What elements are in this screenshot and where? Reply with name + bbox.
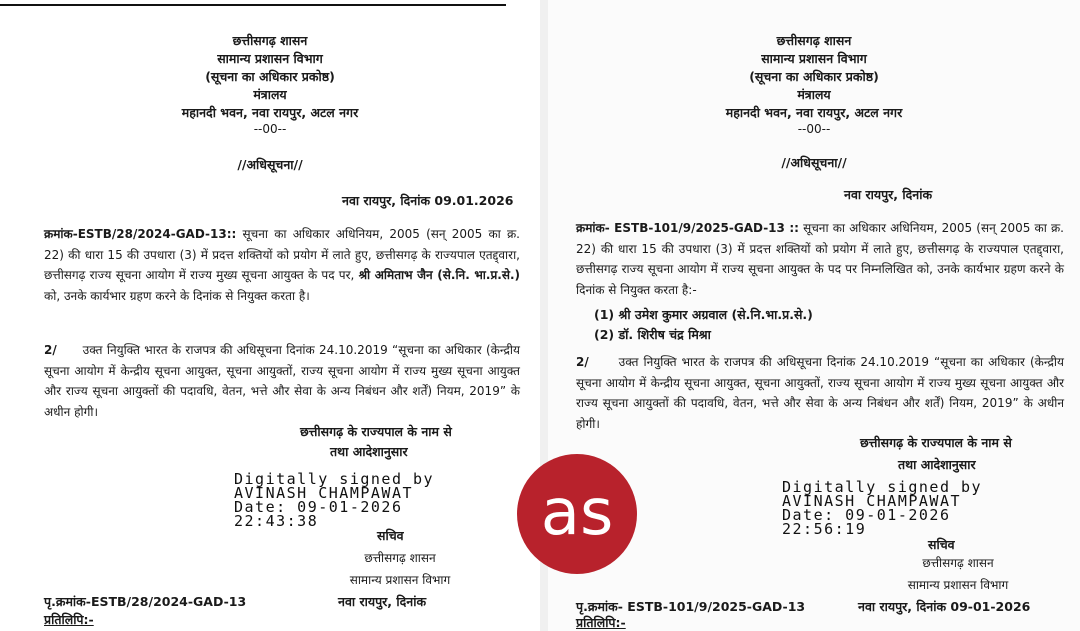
- place-date: नवा रायपुर, दिनांक 09.01.2026: [342, 193, 514, 208]
- para-2-number: 2/: [44, 343, 57, 357]
- place-date: नवा रायपुर, दिनांक: [844, 187, 933, 202]
- appointee-2: (2) डॉ. शिरीष चंद्र मिश्रा: [594, 327, 711, 342]
- dept-line1: छत्तीसगढ़ शासन: [364, 551, 436, 565]
- header-dept: सामान्य प्रशासन विभाग: [217, 51, 323, 66]
- para-1-text: सूचना का अधिकार अधिनियम, 2005 (सन् 2005 का क्र. 22) की धारा 15 की उपधारा (3) में प्रदत्त शक्तियों को प्रयोग में लाते हुए, छत्तीसगढ़ के राज्यपाल एतद्द्वारा, छत्तीसगढ़ राज्य सूचना आयोग में राज्य मुख्य सूचना आयुक्त के पद पर,: [44, 227, 520, 282]
- endorsement-number: पृ.क्रमांक- ESTB-101/9/2025-GAD-13: [576, 599, 806, 614]
- header-ministry: मंत्रालय: [797, 87, 831, 102]
- para-1: [576, 218, 1064, 300]
- order-number: क्रमांक-ESTB/28/2024-GAD-13::: [44, 227, 237, 241]
- by-order-line2: तथा आदेशानुसार: [898, 457, 976, 472]
- header-cell: (सूचना का अधिकार प्रकोष्ठ): [749, 69, 879, 84]
- appointee-name: श्री अमिताभ जैन (से.नि. भा.प्र.से.): [358, 268, 521, 282]
- header-govt: छत्तीसगढ़ शासन: [232, 33, 308, 48]
- copy-to: प्रतिलिपि:-: [576, 615, 626, 630]
- dept-line2: सामान्य प्रशासन विभाग: [349, 573, 451, 587]
- as-logo: [517, 454, 637, 574]
- endorsement-number: पृ.क्रमांक-ESTB/28/2024-GAD-13: [44, 594, 247, 609]
- order-number: क्रमांक- ESTB-101/9/2025-GAD-13 ::: [576, 221, 799, 235]
- copy-to: प्रतिलिपि:-: [44, 612, 94, 627]
- endorsement-place-date: नवा रायपुर, दिनांक: [338, 594, 427, 609]
- appointee-1: (1) श्री उमेश कुमार अग्रवाल (से.नि.भा.प्र.से.): [594, 307, 813, 322]
- para-2: [44, 340, 520, 422]
- digital-signature: Digitally signed by AVINASH CHAMPAWAT Date: 09-01-2026 22:56:19: [782, 478, 983, 538]
- dept-line2: सामान्य प्रशासन विभाग: [907, 578, 1009, 592]
- as-logo-icon: [517, 454, 637, 574]
- header-dept: सामान्य प्रशासन विभाग: [761, 51, 867, 66]
- logo-text: as: [540, 476, 614, 550]
- header-separator: --00--: [797, 122, 831, 136]
- notification-title: //अधिसूचना//: [781, 155, 847, 170]
- by-order-line2: तथा आदेशानुसार: [330, 444, 408, 459]
- para-2-text: उक्त नियुक्ति भारत के राजपत्र की अधिसूचना दिनांक 24.10.2019 “सूचना का अधिकार (केन्द्रीय सूचना आयोग में केन्द्रीय सूचना आयुक्त, सूचना आयुक्तों, राज्य सूचना आयोग में राज्य मुख्य सूचना आयुक्त और राज्य सूचना आयुक्तों की पदावधि, वेतन, भत्ते और सेवा के अन्य निबंधन और शर्तें) नियम, 2019” के अधीन होगी।: [576, 355, 1064, 431]
- by-order-line1: छत्तीसगढ़ के राज्यपाल के नाम से: [860, 435, 1012, 450]
- dept-line1: छत्तीसगढ़ शासन: [922, 556, 994, 570]
- designation: सचिव: [377, 528, 404, 543]
- header-address: महानदी भवन, नवा रायपुर, अटल नगर: [181, 105, 359, 120]
- digital-signature: Digitally signed by AVINASH CHAMPAWAT Date: 09-01-2026 22:43:38: [234, 470, 435, 530]
- para-1-end: को, उनके कार्यभार ग्रहण करने के दिनांक से नियुक्त करता है।: [44, 288, 310, 303]
- para-2-text: उक्त नियुक्ति भारत के राजपत्र की अधिसूचना दिनांक 24.10.2019 “सूचना का अधिकार (केन्द्रीय सूचना आयोग में केन्द्रीय सूचना आयुक्त, सूचना आयुक्तों, राज्य सूचना आयोग में राज्य मुख्य सूचना आयुक्त और राज्य सूचना आयुक्तों की पदावधि, वेतन, भत्ते और सेवा के अन्य निबंधन और शर्तें) नियम, 2019” के अधीन होगी।: [44, 343, 520, 419]
- top-rule: [0, 4, 506, 6]
- header-address: महानदी भवन, नवा रायपुर, अटल नगर: [725, 105, 903, 120]
- by-order-line1: छत्तीसगढ़ के राज्यपाल के नाम से: [300, 424, 452, 439]
- para-2: [576, 352, 1064, 434]
- appointee-list: [594, 305, 813, 345]
- para-1: [44, 224, 520, 306]
- header-cell: (सूचना का अधिकार प्रकोष्ठ): [205, 69, 335, 84]
- para-2-number: 2/: [576, 355, 589, 369]
- endorsement-place-date: नवा रायपुर, दिनांक 09-01-2026: [858, 599, 1031, 614]
- para-1-text: सूचना का अधिकार अधिनियम, 2005 (सन् 2005 का क्र. 22) की धारा 15 की उपधारा (3) में प्रदत्त शक्तियों को प्रयोग में लाते हुए, छत्तीसगढ़ के राज्यपाल एतद्द्वारा, छत्तीसगढ़ राज्य सूचना आयोग में राज्य सूचना आयुक्त के पद पर निम्नलिखित को, उनके कार्यभार ग्रहण करने के दिनांक से नियुक्त करता है:-: [576, 221, 1064, 297]
- header-govt: छत्तीसगढ़ शासन: [776, 33, 852, 48]
- notification-title: //अधिसूचना//: [237, 157, 303, 172]
- header-ministry: मंत्रालय: [253, 87, 287, 102]
- designation: सचिव: [928, 537, 955, 552]
- header-separator: --00--: [253, 122, 287, 136]
